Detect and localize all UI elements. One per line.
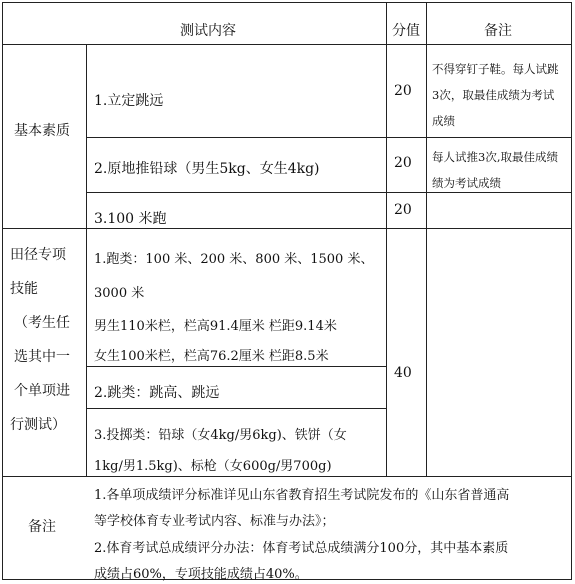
score-track-field: 40 [394,365,412,381]
note-shot-put: 绩为考试成绩 [432,176,501,190]
row2-divider [86,192,572,193]
category-divider [86,44,87,476]
remarks-divider [2,476,572,477]
item-jumping: 2.跳类：跳高、跳远 [94,385,220,401]
row5-divider [86,408,386,409]
remarks-line: 等学校体育专业考试内容、标准与办法》； [94,514,335,529]
category-track-field: 选其中一 [14,349,70,365]
item-running: 3000 米 [94,286,145,301]
row4-divider [86,366,386,367]
table-border-right [571,2,572,580]
item-throwing: 3.投掷类：铅球（女4kg/男6kg)、铁饼（女 [94,428,347,443]
remarks-label: 备注 [28,519,56,535]
item-100m: 3.100 米跑 [94,211,167,227]
category-track-field: 行测试） [10,417,66,433]
item-standing-jump: 1.立定跳远 [94,93,164,109]
score-standing-jump: 20 [394,83,412,99]
category-basic: 基本素质 [14,123,70,139]
score-100m: 20 [394,202,412,218]
remarks-line: 成绩占60%，专项技能成绩占40%。 [94,567,308,582]
note-standing-jump: 3次，取最佳成绩为考试 [432,88,555,102]
remarks-line: 1.各单项成绩评分标准详见山东省教育招生考试院发布的《山东省普通高 [94,488,510,503]
item-running: 1.跑类：100 米、200 米、800 米、1500 米、 [94,252,374,267]
header-note: 备注 [484,23,512,39]
note-standing-jump: 成绩 [432,114,455,128]
item-shot-put: 2.原地推铅球（男生5kg、女生4kg) [94,161,320,177]
header-content: 测试内容 [180,23,236,39]
category-track-field: （考生任 [14,315,70,331]
item-throwing: 1kg/男1.5kg)、标枪（女600g/男700g) [94,459,332,474]
note-standing-jump: 不得穿钉子鞋。每人试跳 [432,62,559,76]
header-divider [2,44,572,45]
table-border-left [2,2,3,580]
score-divider-right [426,2,427,476]
item-running: 女生100米栏，栏高76.2厘米 栏距8.5米 [94,349,329,364]
category-track-field: 技能 [10,281,38,297]
header-score: 分值 [392,23,420,39]
section-divider [2,228,572,229]
remarks-line: 2.体育考试总成绩评分办法：体育考试总成绩满分100分，其中基本素质 [94,541,509,556]
category-track-field: 个单项进 [14,383,70,399]
score-table [2,2,572,580]
score-shot-put: 20 [394,155,412,171]
table-border-top [2,2,572,3]
score-divider-left [386,2,387,476]
category-track-field: 田径专项 [10,247,66,263]
item-running: 男生110米栏，栏高91.4厘米 栏距9.14米 [94,319,337,334]
note-shot-put: 每人试推3次,取最佳成绩 [432,150,558,164]
row1-divider [86,137,572,138]
